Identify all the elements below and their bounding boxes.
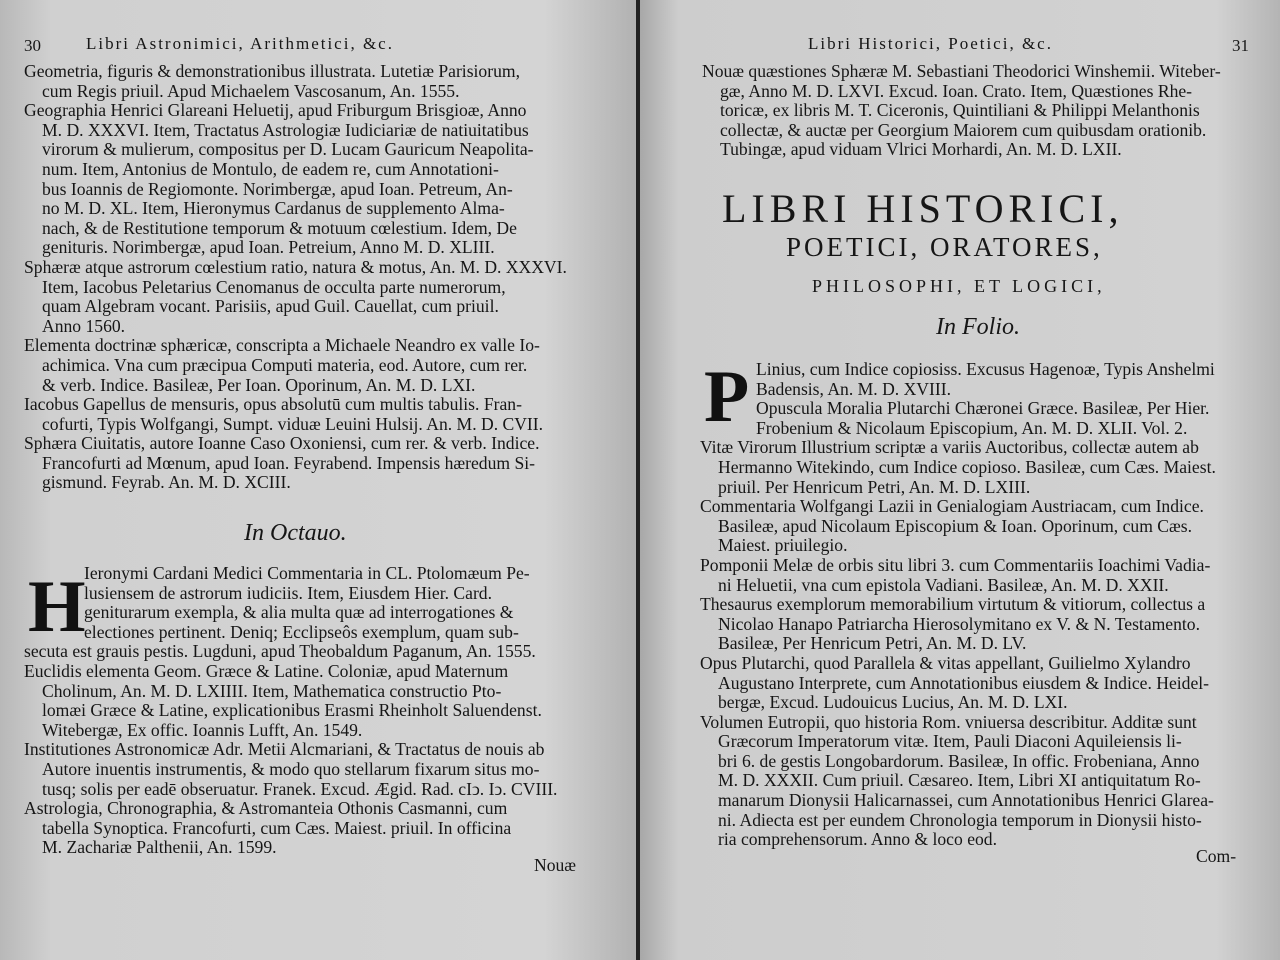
right-dropcap: P	[704, 356, 750, 438]
section-title-line-1: LIBRI HISTORICI,	[722, 186, 1124, 231]
left-section-heading: In Octauo.	[244, 520, 347, 546]
text-line: Sphæræ atque astrorum cœlestium ratio, natura & motus, An. M. D. XXXVI.	[24, 257, 567, 277]
left-page-number: 30	[24, 36, 41, 55]
text-line: Linius, cum Indice copiosiss. Excusus Hagenoæ, Typis Anshelmi	[756, 360, 1215, 379]
text-line: gæ, Anno M. D. LXVI. Excud. Ioan. Crato. Item, Quæstiones Rhe-	[720, 81, 1193, 101]
text-line: M. Zachariæ Palthenii, An. 1599.	[42, 838, 277, 858]
text-line: bri 6. de gestis Longobardorum. Basileæ, In offic. Frobeniana, Anno	[718, 751, 1200, 771]
text-line: electiones pertinent. Deniq; Ecclipseôs exemplum, quam sub-	[84, 622, 519, 642]
text-line: Maiest. priuilegio.	[718, 536, 848, 556]
text-line: achimica. Vna cum præcipua Computi materia, eod. Autore, cum rer.	[42, 355, 528, 375]
right-page-number: 31	[1232, 36, 1249, 55]
left-dropcap: H	[28, 566, 86, 648]
text-line: Euclidis elementa Geom. Græce & Latine. Coloniæ, apud Maternum	[24, 661, 509, 681]
text-line: no M. D. XL. Item, Hieronymus Cardanus de supplemento Alma-	[42, 199, 505, 219]
right-bottom-entries	[700, 356, 1260, 850]
text-line: Basileæ, apud Nicolaum Episcopium & Ioan. Oporinum, cum Cæs.	[718, 516, 1193, 536]
text-line: lusiensem de astrorum iudiciis. Item, Eiusdem Hier. Card.	[84, 583, 492, 603]
text-line: lomæi Græce & Latine, explicationibus Erasmi Rheinholt Saluendenst.	[42, 701, 542, 721]
text-line: gismund. Feyrab. An. M. D. XCIII.	[42, 473, 291, 493]
text-line: secuta est grauis pestis. Lugduni, apud Theobaldum Paganum, An. 1555.	[24, 642, 536, 662]
text-line: Geometria, figuris & demonstrationibus illustrata. Lutetiæ Parisiorum,	[24, 62, 520, 81]
text-line: Item, Iacobus Peletarius Cenomanus de occulta parte numerorum,	[42, 277, 506, 297]
text-line: bergæ, Excud. Ludouicus Lucius, An. M. D. LXI.	[718, 693, 1068, 713]
text-line: Volumen Eutropii, quo historia Rom. vniuersa describitur. Additæ sunt	[700, 712, 1197, 732]
text-line: geniturarum exempla, & alia multa quæ ad interrogationes &	[84, 603, 514, 623]
text-line: Hermanno Witekindo, cum Indice copioso. Basileæ, cum Cæs. Maiest.	[718, 457, 1216, 477]
text-line: Commentaria Wolfgangi Lazii in Genialogiam Austriacam, cum Indice.	[700, 497, 1204, 517]
text-line: M. D. XXXVI. Item, Tractatus Astrologiæ Iudiciariæ de natiuitatibus	[42, 120, 529, 140]
text-line: Pomponii Melæ de orbis situ libri 3. cum Commentariis Ioachimi Vadia-	[700, 555, 1211, 575]
text-line: Elementa doctrinæ sphæricæ, conscripta a Michaele Neandro ex valle Io-	[24, 336, 540, 356]
text-line: Institutiones Astronomicæ Adr. Metii Alcmariani, & Tractatus de nouis ab	[24, 740, 545, 760]
text-line: Vitæ Virorum Illustrium scriptæ a variis Auctoribus, collectæ autem ab	[700, 438, 1199, 458]
text-line: cum Regis priuil. Apud Michaelem Vascosanum, An. 1555.	[42, 81, 460, 101]
text-line: Iacobus Gapellus de mensuris, opus absolutū cum multis tabulis. Fran-	[24, 395, 522, 415]
left-top-entries	[24, 62, 584, 493]
right-top-entries	[702, 62, 1262, 160]
text-line: quam Algebram vocant. Parisiis, apud Guil. Cauellat, cum priuil.	[42, 297, 499, 317]
text-line: num. Item, Antonius de Montulo, de eadem re, cum Annotationi-	[42, 159, 499, 179]
section-title-line-3: PHILOSOPHI, ET LOGICI,	[812, 276, 1106, 296]
text-line: Astrologia, Chronographia, & Astromanteia Othonis Casmanni, cum	[24, 799, 508, 819]
text-line: virorum & mulierum, compositus per D. Lucam Gauricum Neapolita-	[42, 140, 534, 160]
text-line: Opuscula Moralia Plutarchi Chæronei Græce. Basileæ, Per Hier.	[756, 399, 1210, 419]
section-title-line-2: POETICI, ORATORES,	[786, 232, 1103, 262]
text-line: collectæ, & auctæ per Georgium Maiorem cum quibusdam orationib.	[720, 120, 1207, 140]
text-line: Thesaurus exemplorum memorabilium virtutum & vitiorum, collectus a	[700, 595, 1206, 615]
text-line: Witebergæ, Ex offic. Ioannis Lufft, An. 1549.	[42, 720, 363, 740]
text-line: bus Ioannis de Regiomonte. Norimbergæ, apud Ioan. Petreum, An-	[42, 179, 513, 199]
left-bottom-entries	[24, 564, 584, 858]
text-line: Ieronymi Cardani Medici Commentaria in CL. Ptolomæum Pe-	[84, 564, 530, 583]
text-line: Nicolao Hanapo Patriarcha Hierosolymitano ex V. & N. Testamento.	[718, 614, 1200, 634]
text-line: tusq; solis per eadē obseruatur. Franek. Excud. Ægid. Rad. cIↄ. Iↄ. CVIII.	[42, 779, 558, 799]
text-line: nach, & de Restitutione temporum & motuum cœlestium. Idem, De	[42, 218, 517, 238]
text-line: Anno 1560.	[42, 316, 126, 336]
text-line: Cholinum, An. M. D. LXIIII. Item, Mathematica constructio Pto-	[42, 681, 502, 701]
right-running-head: Libri Historici, Poetici, &c.	[808, 34, 1053, 53]
text-line: Nouæ quæstiones Sphæræ M. Sebastiani Theodorici Winshemii. Witeber-	[702, 62, 1221, 81]
text-line: Sphæra Ciuitatis, autore Ioanne Caso Oxoniensi, cum rer. & verb. Indice.	[24, 434, 540, 454]
text-line: Græcorum Imperatorum vitæ. Item, Pauli Diaconi Aquileiensis li-	[718, 732, 1182, 752]
text-line: Basileæ, Per Henricum Petri, An. M. D. LV.	[718, 634, 1027, 654]
text-line: cofurti, Typis Wolfgangi, Sumpt. viduæ Leuini Hulsij. An. M. D. CVII.	[42, 414, 544, 434]
text-line: Tubingæ, apud viduam Vlrici Morhardi, An. M. D. LXII.	[720, 140, 1122, 160]
right-section-heading: In Folio.	[936, 314, 1020, 340]
text-line: priuil. Per Henricum Petri, An. M. D. LXIII.	[718, 477, 1031, 497]
text-line: Frobenium & Nicolaum Episcopium, An. M. D. XLII. Vol. 2.	[756, 418, 1188, 438]
text-line: & verb. Indice. Basileæ, Per Ioan. Oporinum, An. M. D. LXI.	[42, 375, 476, 395]
right-page	[640, 0, 1280, 960]
text-line: tabella Synoptica. Francofurti, cum Cæs. Maiest. priuil. In officina	[42, 818, 512, 838]
text-line: Geographia Henrici Glareani Heluetij, apud Friburgum Brisgioæ, Anno	[24, 101, 527, 121]
left-catchword: Nouæ	[534, 855, 577, 875]
text-line: M. D. XXXII. Cum priuil. Cæsareo. Item, Libri XI antiquitatum Ro-	[718, 771, 1201, 791]
left-running-head: Libri Astronimici, Arithmetici, &c.	[86, 34, 394, 53]
text-line: genituris. Norimbergæ, apud Ioan. Petreium, Anno M. D. XLIII.	[42, 238, 495, 258]
text-line: manarum Dionysii Halicarnassei, cum Annotationibus Henrici Glarea-	[718, 791, 1214, 811]
text-line: Opus Plutarchi, quod Parallela & vitas appellant, Guilielmo Xylandro	[700, 653, 1191, 673]
text-line: Autore inuentis instrumentis, & modo quo stellarum fixarum situs mo-	[42, 759, 540, 779]
text-line: ni Heluetii, vna cum epistola Vadiani. Basileæ, An. M. D. XXII.	[718, 575, 1169, 595]
right-catchword: Com-	[1196, 846, 1237, 866]
text-line: Francofurti ad Mœnum, apud Ioan. Feyrabend. Impensis hæredum Si-	[42, 453, 536, 473]
text-line: ria comprehensorum. Anno & loco eod.	[718, 830, 997, 850]
text-line: toricæ, ex libris M. T. Ciceronis, Quintiliani & Philippi Melanthonis	[720, 101, 1200, 121]
text-line: ni. Adiecta est per eundem Chronologia temporum in Dionysii histo-	[718, 810, 1202, 830]
text-line: Augustano Interprete, cum Annotationibus eiusdem & Indice. Heidel-	[718, 673, 1210, 693]
text-line: Badensis, An. M. D. XVIII.	[756, 379, 951, 399]
